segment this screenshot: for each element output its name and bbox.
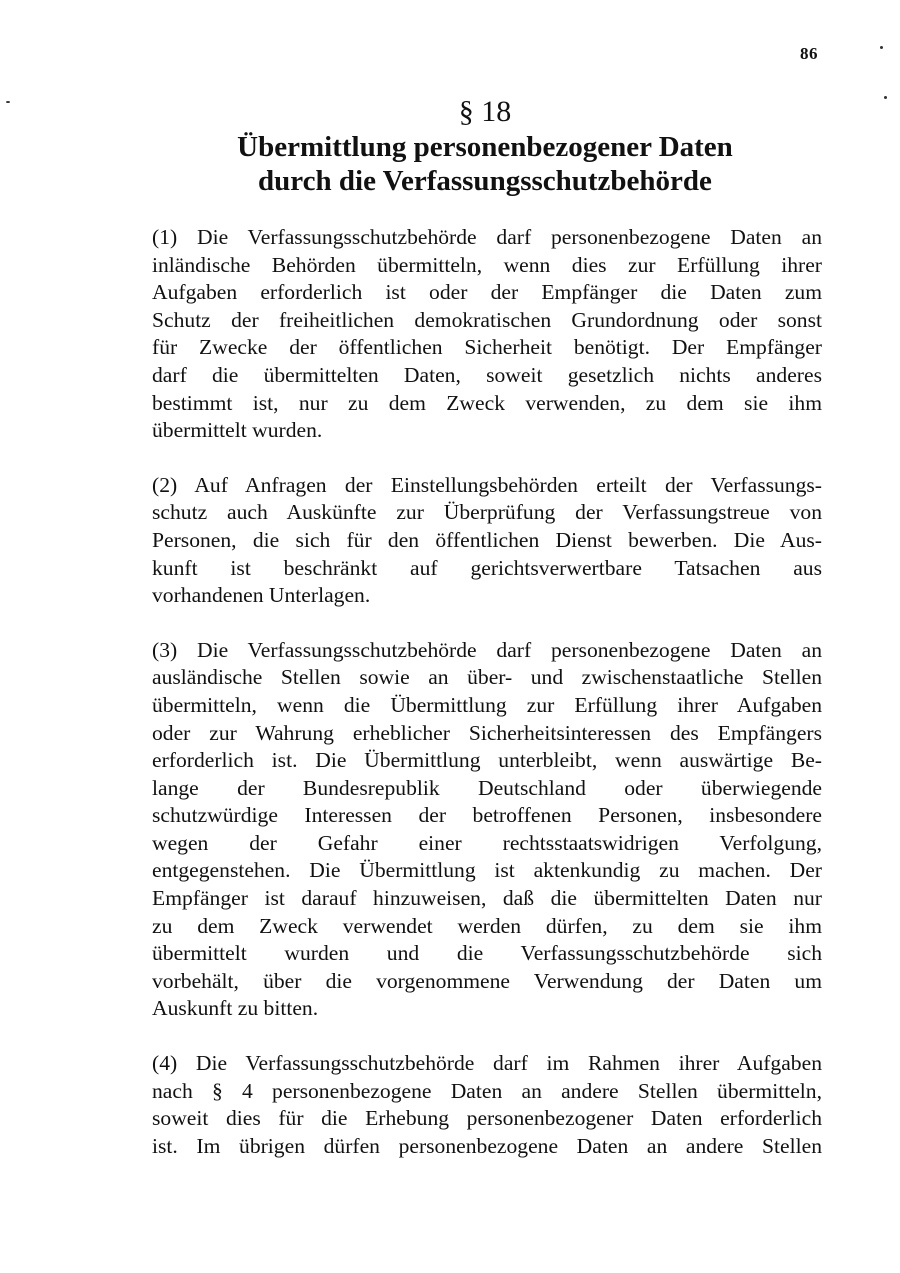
text-line: erforderlich ist. Die Übermittlung unterbleibt, wenn auswärtige Be- xyxy=(152,748,822,773)
text-line: nach § 4 personenbezogene Daten an andere Stellen übermitteln, xyxy=(152,1078,822,1103)
text-line: vorhandenen Unterlagen. xyxy=(152,583,371,608)
text-line: (1) Die Verfassungsschutzbehörde darf personenbezogene Daten an xyxy=(152,225,822,249)
text-line: entgegenstehen. Die Übermittlung ist aktenkundig zu machen. Der xyxy=(152,858,822,883)
section-title-line: Übermittlung personenbezogener Daten xyxy=(237,131,733,163)
paragraph-2 xyxy=(152,472,822,610)
text-line: bestimmt ist, nur zu dem Zweck verwenden, zu dem sie ihm xyxy=(152,390,822,415)
paragraph-3 xyxy=(152,637,822,1023)
text-line: kunft ist beschränkt auf gerichtsverwertbare Tatsachen aus xyxy=(152,555,822,580)
text-line: (4) Die Verfassungsschutzbehörde darf im Rahmen ihrer Aufgaben xyxy=(152,1051,822,1076)
text-line: übermitteln, wenn die Übermittlung zur Erfüllung ihrer Aufgaben xyxy=(152,692,822,717)
text-line: schutzwürdige Interessen der betroffenen Personen, insbesondere xyxy=(152,803,822,828)
page-number: 86 xyxy=(800,44,818,63)
text-line: schutz auch Auskünfte zur Überprüfung der Verfassungstreue von xyxy=(152,500,822,525)
text-line: oder zur Wahrung erheblicher Sicherheitsinteressen des Empfängers xyxy=(152,720,822,745)
text-line: (3) Die Verfassungsschutzbehörde darf personenbezogene Daten an xyxy=(152,637,822,662)
text-line: für Zwecke der öffentlichen Sicherheit benötigt. Der Empfänger xyxy=(152,335,822,360)
text-line: darf die übermittelten Daten, soweit gesetzlich nichts anderes xyxy=(152,362,822,387)
text-line: wegen der Gefahr einer rechtsstaatswidrigen Verfolgung, xyxy=(152,830,822,855)
text-line: Auskunft zu bitten. xyxy=(152,996,319,1021)
document-body xyxy=(152,224,822,1160)
text-line: ist. Im übrigen dürfen personenbezogene Daten an andere Stellen xyxy=(152,1133,822,1158)
text-line: soweit dies für die Erhebung personenbezogener Daten erforderlich xyxy=(152,1106,822,1131)
section-heading xyxy=(0,94,900,198)
text-line: übermittelt wurden. xyxy=(152,418,323,443)
text-line: zu dem Zweck verwendet werden dürfen, zu dem sie ihm xyxy=(152,913,822,938)
text-line: Personen, die sich für den öffentlichen Dienst bewerben. Die Aus- xyxy=(152,527,822,552)
text-line: ausländische Stellen sowie an über- und zwischenstaatliche Stellen xyxy=(152,665,822,690)
paragraph-4 xyxy=(152,1050,822,1160)
text-line: inländische Behörden übermitteln, wenn dies zur Erfüllung ihrer xyxy=(152,252,822,277)
text-line: (2) Auf Anfragen der Einstellungsbehörden erteilt der Verfassungs- xyxy=(152,472,822,497)
text-line: Empfänger ist darauf hinzuweisen, daß die übermittelten Daten nur xyxy=(152,886,822,911)
scan-speck xyxy=(880,46,883,49)
text-line: Aufgaben erforderlich ist oder der Empfänger die Daten zum xyxy=(152,280,822,305)
paragraph-1 xyxy=(152,224,822,445)
section-number: § 18 xyxy=(458,95,512,128)
section-title-line: durch die Verfassungsschutzbehörde xyxy=(258,165,712,197)
text-line: übermittelt wurden und die Verfassungsschutzbehörde sich xyxy=(152,941,822,966)
text-line: vorbehält, über die vorgenommene Verwendung der Daten um xyxy=(152,968,822,993)
text-line: Schutz der freiheitlichen demokratischen Grundordnung oder sonst xyxy=(152,307,822,332)
text-line: lange der Bundesrepublik Deutschland oder überwiegende xyxy=(152,775,822,800)
